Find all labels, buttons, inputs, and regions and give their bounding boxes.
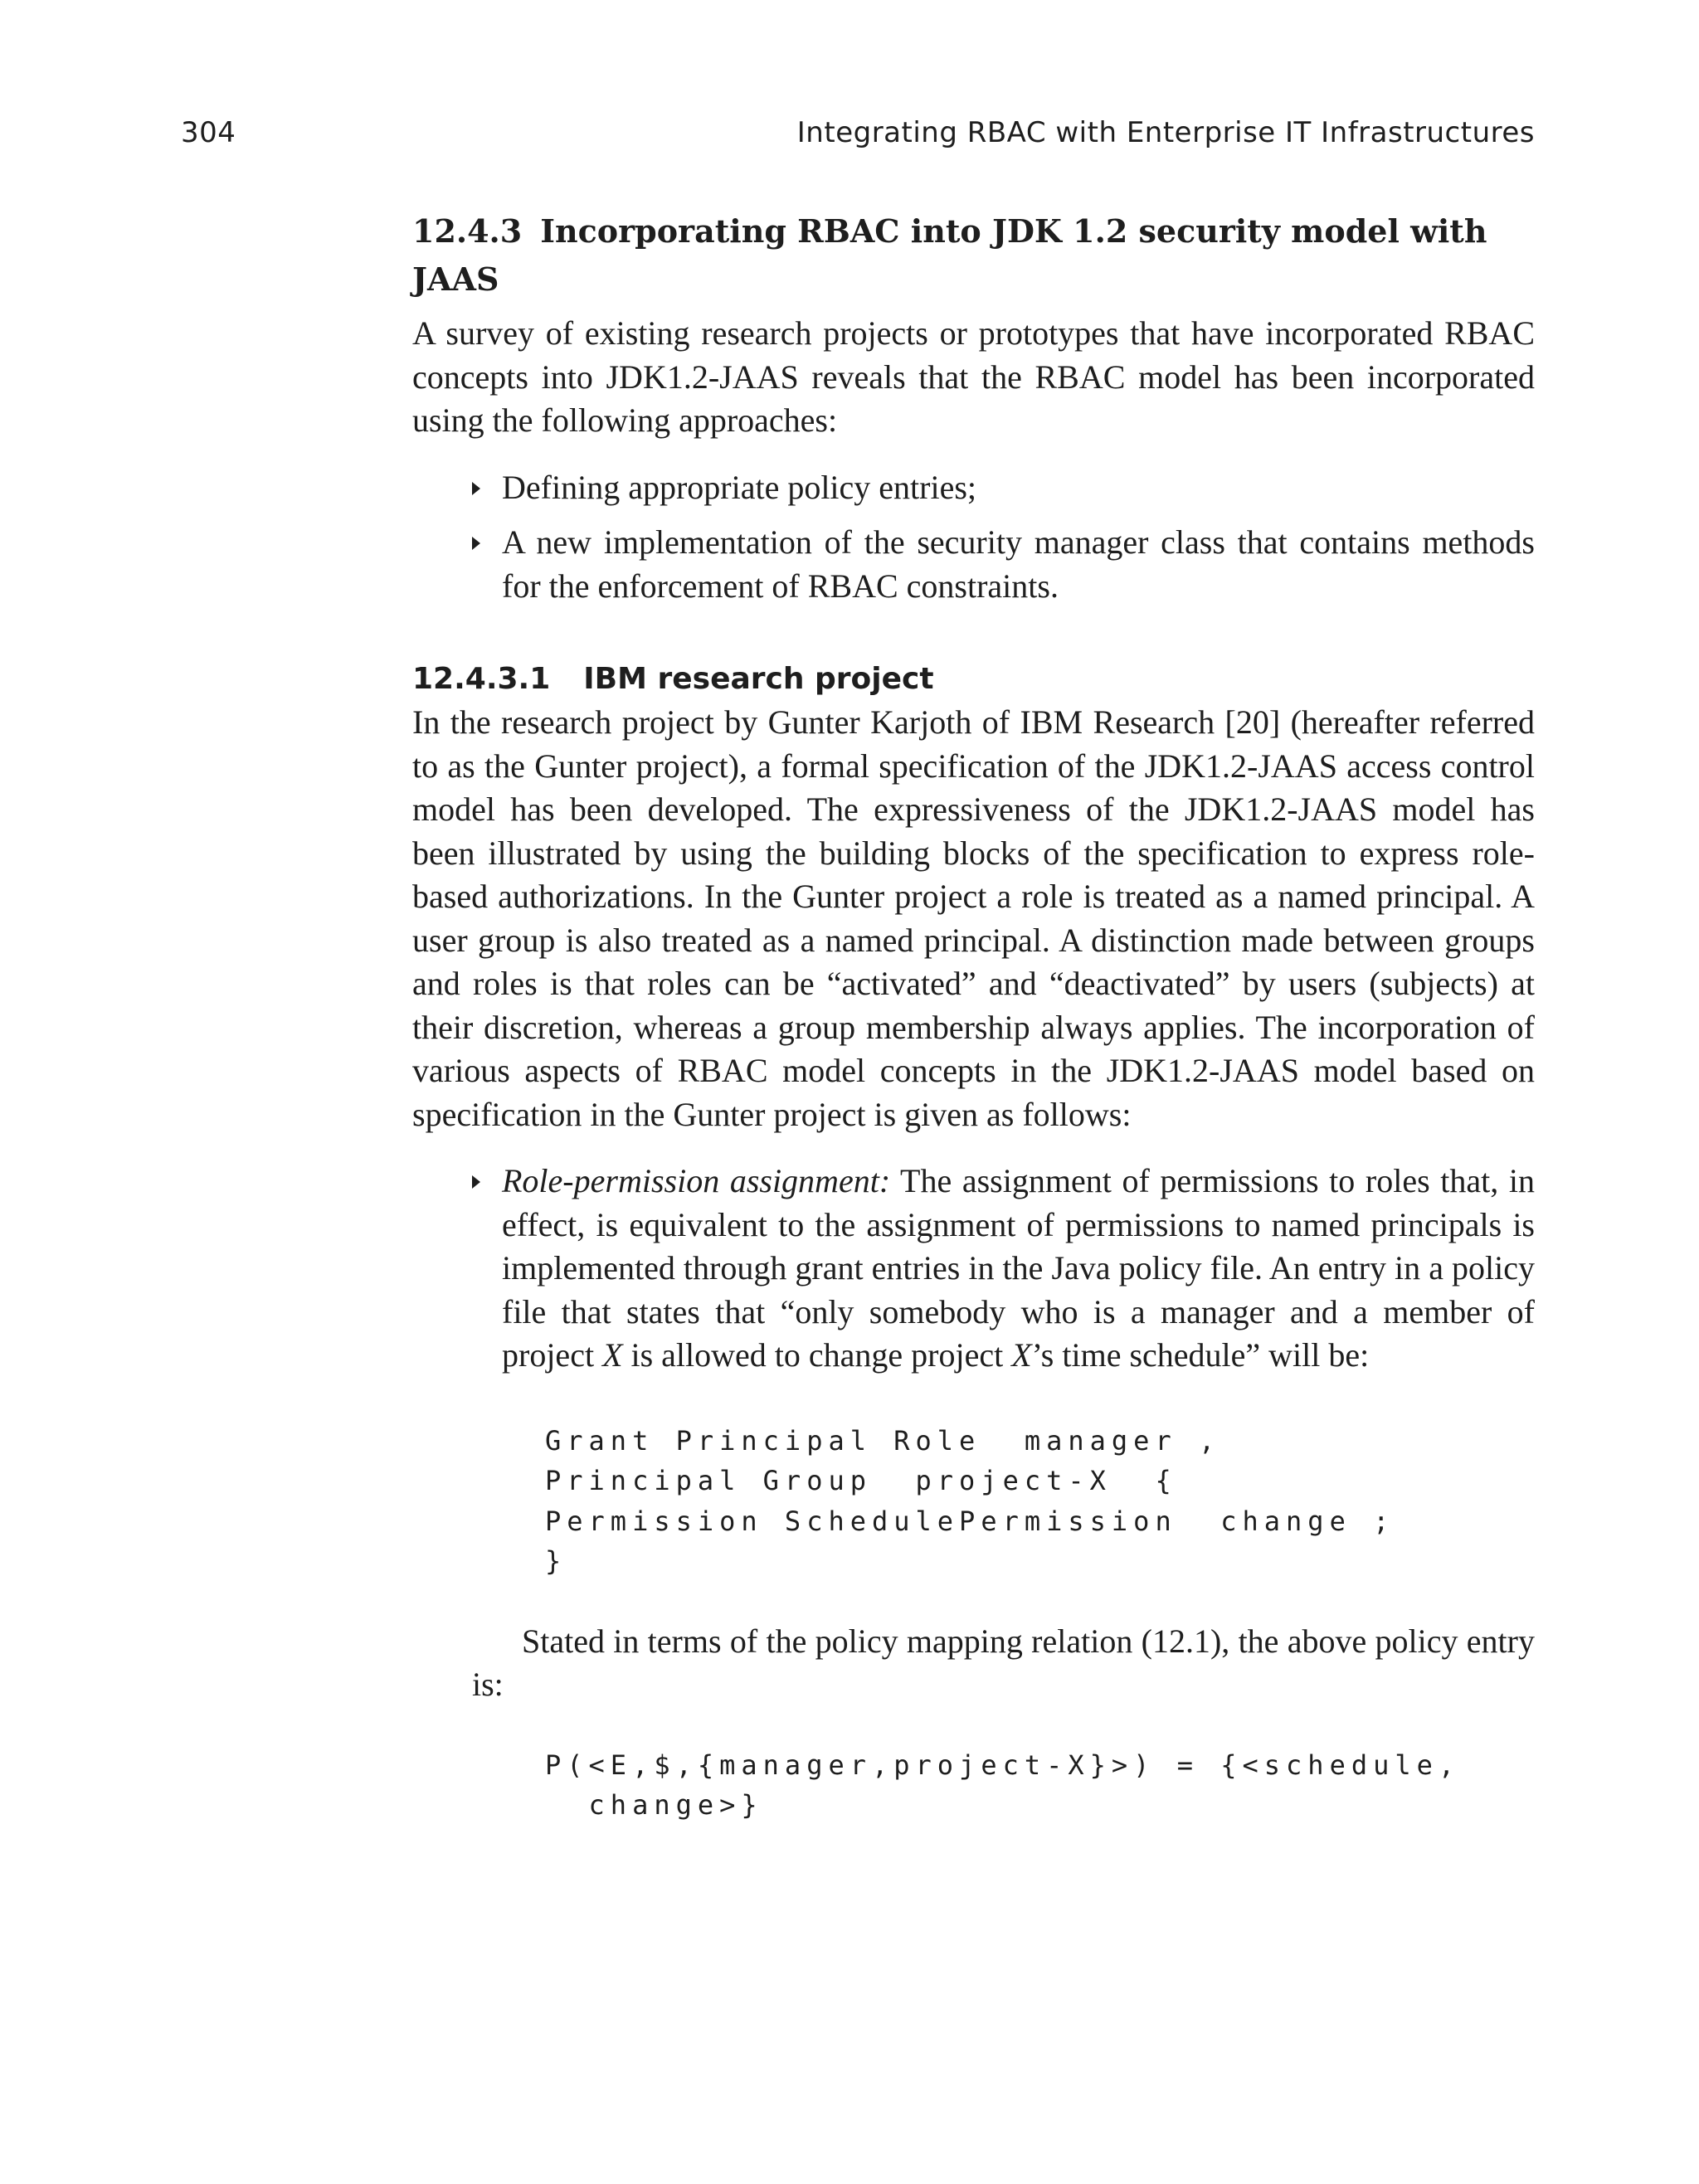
- variable: X: [602, 1336, 623, 1374]
- rbac-aspects-list: [412, 1160, 1535, 1378]
- list-item-text: is allowed to change project: [622, 1336, 1012, 1374]
- triangle-bullet-icon: [472, 537, 480, 550]
- triangle-bullet-icon: [472, 1175, 480, 1189]
- subsection-number: 12.4.3.1: [412, 662, 551, 696]
- subsection-paragraph: In the research project by Gunter Karjoth of IBM Research [20] (hereafter referred to as the Gunter project), a formal specification of the JDK1.2-JAAS access control model has been developed. The expressiveness of the JDK1.2-JAAS model has been illustrated by using the building blocks of the specification to express role-based authorizations. In the Gunter project a role is treated as a named principal. A user group is also treated as a named principal. A distinction made between groups and roles is that roles can be “activated” and “deactivated” by users (subjects) at their discretion, whereas a group membership always applies. The incorporation of various aspects of RBAC model concepts in the JDK1.2-JAAS model based on specification in the Gunter project is given as follows:: [412, 703, 1535, 1133]
- section-heading: [412, 207, 1535, 304]
- list-item: [412, 1160, 1535, 1378]
- running-title: Integrating RBAC with Enterprise IT Infrastructures: [796, 116, 1535, 149]
- page-number: 304: [181, 116, 236, 149]
- subsection-heading: [412, 658, 1535, 701]
- approaches-list: [412, 466, 1535, 609]
- list-item-term: Role-permission assignment:: [502, 1162, 891, 1199]
- running-head: [181, 116, 1535, 158]
- list-item-text: ’s time schedule” will be:: [1031, 1336, 1370, 1374]
- list-item-text: The assignment of permissions to roles that, in effect, is equivalent to the assignment of permissions to named principals is implemented through grant entries in the Java policy file. An entry in a policy file that states that “only somebody who is a manager and a member of project: [502, 1162, 1535, 1374]
- list-item: [412, 521, 1535, 608]
- list-item: [412, 466, 1535, 510]
- list-item-text: A new implementation of the security manager class that contains methods for the enforcement of RBAC constraints.: [502, 523, 1535, 605]
- subsection-title: IBM research project: [583, 662, 934, 696]
- list-item-text: Defining appropriate policy entries;: [502, 468, 977, 506]
- policy-code-block: Grant Principal Role manager , Principal Group project-X { Permission SchedulePermission change ; }: [545, 1424, 1395, 1577]
- page-content: [412, 207, 1535, 1826]
- section-title: Incorporating RBAC into JDK 1.2 security model with JAAS: [412, 212, 1487, 298]
- intro-paragraph: A survey of existing research projects or prototypes that have incorporated RBAC concepts into JDK1.2-JAAS reveals that the RBAC model has been incorporated using the following approaches:: [412, 314, 1535, 439]
- variable: X: [1011, 1336, 1032, 1374]
- mapping-code-block: P(<E,$,{manager,project-X}>) = {<schedule, change>}: [545, 1749, 1461, 1821]
- mapping-paragraph: Stated in terms of the policy mapping relation (12.1), the above policy entry is:: [472, 1622, 1535, 1703]
- section-number: 12.4.3: [412, 212, 523, 250]
- triangle-bullet-icon: [472, 482, 480, 495]
